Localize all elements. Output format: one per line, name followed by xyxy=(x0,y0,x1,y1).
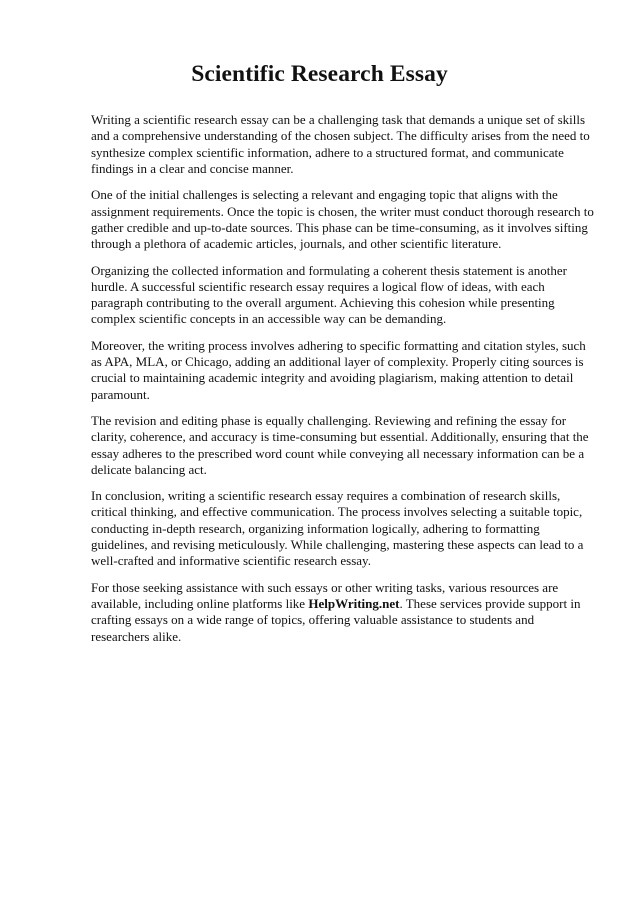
page-title: Scientific Research Essay xyxy=(191,61,448,87)
paragraph-intro: Writing a scientific research essay can be a challenging task that demands a unique set of skills and a comprehensive understanding of the chosen subject. The difficulty arises from the need to synthesize complex scientific information, adhere to a structured format, and communicate findings in a clear and concise manner. xyxy=(91,112,590,177)
paragraph-formatting: Moreover, the writing process involves adhering to specific formatting and citation styles, such as APA, MLA, or Chicago, adding an additional layer of complexity. Properly citing sources is crucial to maintaining academic integrity and avoiding plagiarism, making attention to detail paramount. xyxy=(91,337,586,402)
paragraph-conclusion: In conclusion, writing a scientific research essay requires a combination of research skills, critical thinking, and effective communication. The process involves selecting a suitable topic, conducting in-depth research, organizing information logically, adhering to formatting guidelines, and revising meticulously. While challenging, mastering these aspects can lead to a well-crafted and informative scientific research essay. xyxy=(91,488,584,569)
helpwriting-link[interactable]: HelpWriting.net xyxy=(308,595,400,611)
assistance-text-before: For those seeking assistance with such essays or other writing tasks, various resources are available, including online platforms like xyxy=(91,579,559,611)
paragraph-topic-selection: One of the initial challenges is selecting a relevant and engaging topic that aligns with the assignment requirements. Once the topic is chosen, the writer must conduct thorough research to gather credible and up-to-date sources. This phase can be time-consuming, as it involves sifting through a plethora of academic articles, journals, and other scientific literature. xyxy=(91,187,594,252)
paragraph-organizing: Organizing the collected information and formulating a coherent thesis statement is another hurdle. A successful scientific research essay requires a logical flow of ideas, with each paragraph contributing to the overall argument. Achieving this cohesion while presenting complex scientific concepts in an accessible way can be demanding. xyxy=(91,262,567,327)
assistance-text-after: . These services provide support in crafting essays on a wide range of topics, offering valuable assistance to students and researchers alike. xyxy=(91,595,581,644)
paragraph-assistance xyxy=(91,580,594,645)
paragraph-revision: The revision and editing phase is equally challenging. Reviewing and refining the essay for clarity, coherence, and accuracy is time-consuming but essential. Additionally, ensuring that the essay adheres to the prescribed word count while conveying all necessary information can be a delicate balancing act. xyxy=(91,412,589,477)
